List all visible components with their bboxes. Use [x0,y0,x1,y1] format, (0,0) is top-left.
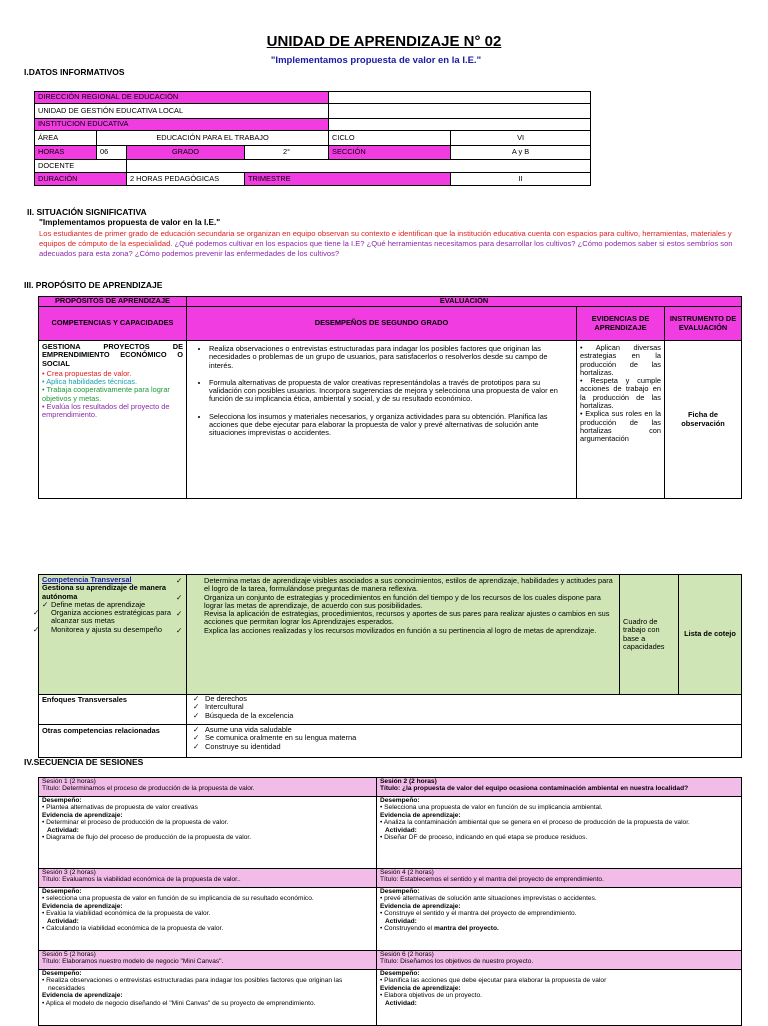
sesion-1-body: Desempeño: • Plantea alternativas de propuesta de valor creativas Evidencia de aprendizaje: • Determinar el proceso de producción de la propuesta de valor. Actividad: • Diagrama de flujo del proceso de producción de la propuesta de valor. [39,797,377,869]
h-propositos: PROPÓSITOS DE APRENDIZAJE [39,297,187,307]
evidencia-3: • Explica sus roles en la producción de las hortalizas con argumentación [580,409,661,444]
sesion-6-header: Sesión 6 (2 horas) Título: Diseñamos los objetivos de nuestro proyecto. [377,951,742,970]
situacion-text [39,229,757,259]
instrumento-value: Ficha de observación [665,341,742,499]
sesion-1-header: Sesión 1 (2 horas) Título: Determinamos el proceso de producción de la propuesta de valor. [39,778,377,797]
ciclo-value: VI [451,131,591,146]
trimestre-value: II [451,173,591,186]
capacidad-4: • Evalúa los resultados del proyecto de emprendimiento. [42,401,170,420]
desempeno-1: • Realiza observaciones o entrevistas estructuradas para indagar los posibles factores que originan las necesidades o problemas de un grupo de usuarios, para satisfacerlos o resolverlos desde su campo de interés. [209,345,570,370]
seccion-value: A y B [451,146,591,160]
otra-2: ✓ Se comunica oralmente en su lengua materna [193,733,357,743]
dre-label: DIRECCIÓN REGIONAL DE EDUCACIÓN [35,92,329,104]
otra-1: ✓ Asume una vida saludable [193,725,292,734]
ie-label: INSTITUCION EDUCATIVA [35,119,329,131]
dre-value [329,92,591,104]
ie-value [329,119,591,131]
ct-desempeno-2: ✓ Organiza un conjunto de estrategias y procedimientos en función del tiempo y de los recursos de los cuales dispone para lograr las metas de aprendizaje, de acuerdo con sus posibilidades. [176,592,601,610]
enfoque-1: ✓ De derechos [193,694,247,703]
sesion-2-body: Desempeño: • Selecciona una propuesta de valor en función de su implicancia ambiental. Evidencia de aprendizaje: • Analiza la contaminación ambiental que se genera en el proceso de producción de la propuesta de valor. Actividad: • Diseñar DF de proceso, indicando en qué etapa se produce residuos. [377,797,742,869]
evidencia-1: • Aplican diversas estrategias en la producción de las hortalizas. [580,343,661,377]
docente-value [127,160,591,173]
sesion-5-body: Desempeño: • Realiza observaciones o entrevistas estructuradas para indagar los posibles factores que originan las necesidades Evidencia de aprendizaje: • Aplica el modelo de negocio diseñando el "Mini Canvas" de su proyecto de emprendimiento. [39,970,377,1026]
sesion-5-header: Sesión 5 (2 horas) Título: Elaboramos nuestro modelo de negocio "Mini Canvas". [39,951,377,970]
enfoque-3: ✓ Búsqueda de la excelencia [193,710,294,720]
capacidad-2: • Aplica habilidades técnicas. [42,377,138,387]
sesiones-table [38,777,742,1026]
ct-desempenos-cell [176,575,620,695]
duracion-label: DURACIÓN [35,173,127,186]
h-competencias: COMPETENCIAS Y CAPACIDADES [39,307,187,341]
desempeno-3: • Selecciona los insumos y materiales necesarios, y organiza actividades para su obtención. Planifica las acciones que debe ejecutar para elaborar la propuesta de valor y prevé alternativas de solución ante situaciones imprevistas o accidentes. [209,413,570,438]
sesion-3-body: Desempeño: • selecciona una propuesta de valor en función de su implicancia de su resultado económico. Evidencia de aprendizaje: • Evalúa la viabilidad económica de la propuesta de valor. Actividad: • Calculando la viabilidad económica de la propuesta de valor. [39,888,377,951]
seccion-label: SECCIÓN [329,146,451,160]
h-instrumento: INSTRUMENTO DE EVALUACIÓN [665,307,742,341]
situacion-title: "Implementamos propuesta de valor en la I.E." [39,218,221,227]
evidencia-2: • Respeta y cumple acciones de trabajo en la producción de las hortalizas. [580,376,661,410]
sesion-6-body: Desempeño: • Planifica las acciones que debe ejecutar para elaborar la propuesta de valor Evidencia de aprendizaje: • Elabora objetivos de un proyecto. Actividad: [377,970,742,1026]
area-label: ÁREA [35,131,97,146]
h-desempenos: DESEMPEÑOS DE SEGUNDO GRADO [187,307,577,341]
evidencias-cell [577,341,665,499]
sesion-3-header: Sesión 3 (2 horas) Título: Evaluamos la viabilidad económica de la propuesta de valor.. [39,869,377,888]
ct-cap-3: ✓ Monitorea y ajusta su desempeño [33,624,162,634]
ct-evidencia: Cuadro de trabajo con base a capacidades [620,575,679,695]
situacion-text-red: Los estudiantes de primer grado de educación secundaria se organizan en equipo observan su contexto e identifican que la institución educativa cuenta con espacios para cultivo, herramientas, materiales y equipos de cómputo de la especialidad. [39,229,732,249]
ciclo-label: CICLO [329,131,451,146]
docente-label: DOCENTE [35,160,127,173]
capacidad-3: • Trabaja cooperativamente para lograr objetivos y metas. [42,385,170,403]
horas-label: HORAS [35,146,97,160]
h-evaluacion: EVALUACIÓN [187,297,742,307]
grado-label: GRADO [127,146,245,160]
area-value: EDUCACIÓN PARA EL TRABAJO [97,131,329,146]
ct-cap-1: ✓ Define metas de aprendizaje [42,599,146,609]
ct-cell [33,575,187,695]
otras-cell [187,725,742,758]
enfoques-label: Enfoques Transversales [39,695,187,725]
page-subtitle: "Implementamos propuesta de valor en la I.E." [270,55,482,66]
desempeno-2: • Formula alternativas de propuesta de valor creativas representándolas a través de prototipos para su validación con posibles usuarios. Incorpora sugerencias de mejora y selecciona una propuesta de valor en función de su implicancia ética, ambiental y social, y de su resultado económico. [209,379,570,404]
section-3-heading: III. PROPÓSITO DE APRENDIZAJE [24,280,163,290]
enfoque-2: ✓ Intercultural [193,702,244,712]
otras-label: Otras competencias relacionadas [39,725,187,758]
desempenos-cell [187,341,577,499]
page-title: UNIDAD DE APRENDIZAJE N° 02 [266,33,502,50]
section-4-heading: IV.SECUENCIA DE SESIONES [24,757,144,767]
duracion-value: 2 HORAS PEDAGÓGICAS [127,173,245,186]
ct-cap-2: ✓ Organiza acciones estratégicas para alcanzar sus metas [33,608,171,626]
sesion-4-body: Desempeño: • prevé alternativas de solución ante situaciones imprevistas o accidentes. Evidencia de aprendizaje: • Construye el sentido y el mantra del proyecto de emprendimiento. Actividad: • Construyendo el mantra del proyecto. [377,888,742,951]
competencia-cell [39,341,187,499]
otra-3: ✓ Construye su identidad [193,741,281,751]
capacidad-1: • Crea propuestas de valor. [42,368,132,378]
situacion-text-questions: ¿Qué podemos cultivar en los espacios que tiene la I.E? ¿Qué herramientas necesitamos para desarrollar los cultivos? ¿Cómo podemos saber si estos sembríos son adecuados para esta zona? ¿Cómo podemos prevenir las enfermedades de los cultivos? [39,239,733,259]
grado-value: 2° [245,146,329,160]
section-2-heading: II. SITUACIÓN SIGNIFICATIVA [27,207,147,217]
enfoques-cell [187,695,742,725]
ct-instrumento: Lista de cotejo [679,575,742,695]
h-evidencias: EVIDENCIAS DE APRENDIZAJE [577,307,665,341]
horas-value: 06 [97,146,127,160]
proposito-table [38,296,742,499]
ugel-value [329,104,591,119]
trimestre-label: TRIMESTRE [245,173,451,186]
transversal-table [33,574,742,758]
ct-title: Competencia Transversal [42,575,132,584]
ct-name: Gestiona su aprendizaje de manera autónoma [42,583,167,601]
ct-desempeno-1: ✓ Determina metas de aprendizaje visibles asociados a sus conocimientos, estilos de aprendizaje, habilidades y actitudes para el logro de la tarea, formulándose preguntas de manera reflexiva. [176,576,613,594]
section-1-heading: I.DATOS INFORMATIVOS [24,67,125,77]
ct-desempeno-4: ✓ Explica las acciones realizadas y los recursos movilizados en función a su pertinencia al logro de metas de aprendizaje. [176,625,597,635]
competencia-name: GESTIONA PROYECTOS DE EMPRENDIMIENTO ECONÓMICO O SOCIAL [42,342,183,368]
ct-desempeno-3: ✓ Revisa la aplicación de estrategias, procedimientos, recursos y aportes de sus pares para realizar ajustes o cambios en sus acciones que permitan lograr los Aprendizajes esperados. [176,609,610,627]
datos-table [34,91,591,186]
sesion-4-header: Sesión 4 (2 horas) Título: Establecemos el sentido y el mantra del proyecto de emprendimiento. [377,869,742,888]
ugel-label: UNIDAD DE GESTIÓN EDUCATIVA LOCAL [35,104,329,119]
sesion-2-header: Sesión 2 (2 horas) Título: ¿la propuesta de valor del equipo ocasiona contaminación ambiental en nuestra localidad? [377,778,742,797]
